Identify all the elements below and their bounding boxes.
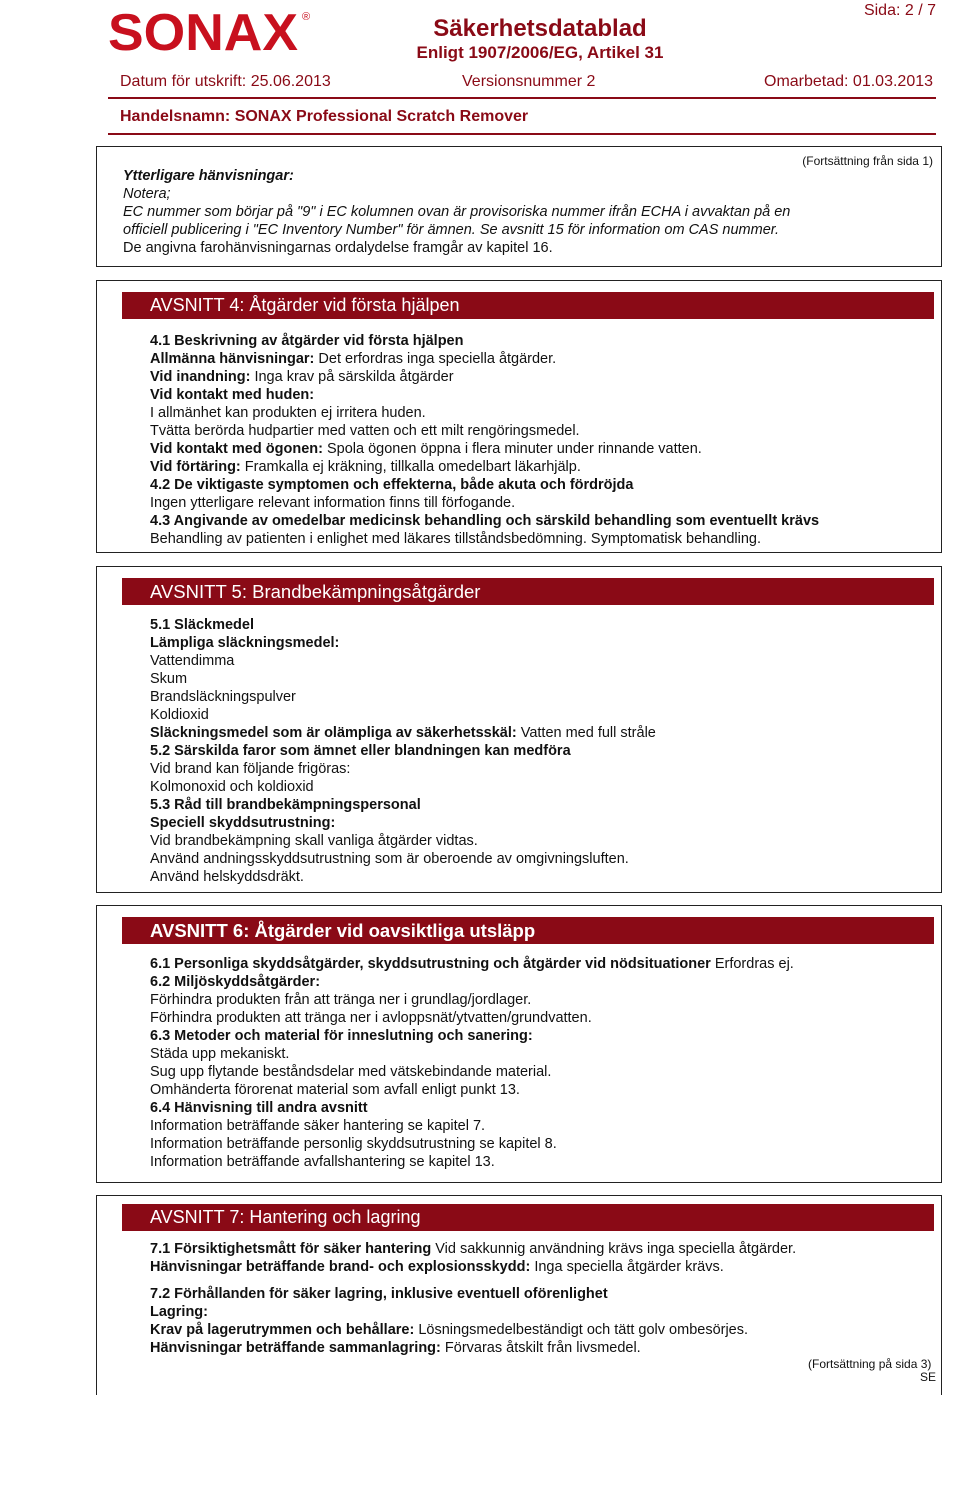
language-code: SE bbox=[919, 1370, 936, 1384]
heading-5-1: 5.1 Släckmedel bbox=[150, 617, 254, 633]
heading-6-1: 6.1 Personliga skyddsåtgärder, skyddsutrustning och åtgärder vid nödsituationer bbox=[150, 956, 711, 972]
revised-date: Omarbetad: 01.03.2013 bbox=[764, 73, 934, 90]
registered-mark: ® bbox=[302, 11, 311, 23]
heading-6-4: 6.4 Hänvisning till andra avsnitt bbox=[150, 1100, 368, 1116]
section-4-content bbox=[150, 332, 819, 548]
protective-equipment-label: Speciell skyddsutrustning: bbox=[150, 815, 336, 831]
inhalation-label: Vid inandning: bbox=[150, 369, 251, 385]
media-item: Brandsläckningspulver bbox=[150, 689, 296, 705]
fire-protection-text: Inga speciella åtgärder krävs. bbox=[534, 1259, 724, 1275]
document-title: Säkerhetsdatablad bbox=[433, 15, 647, 42]
ingestion-text: Framkalla ej kräkning, tillkalla omedelbart läkarhjälp. bbox=[244, 459, 581, 475]
ppe-item: Använd andningsskyddsutrustning som är oberoende av omgivningsluften. bbox=[150, 851, 629, 867]
trade-divider bbox=[108, 133, 936, 135]
skin-label: Vid kontakt med huden: bbox=[150, 387, 315, 403]
continuation-to: (Fortsättning på sida 3) bbox=[808, 1357, 932, 1371]
header-divider bbox=[108, 97, 936, 99]
note-line-2: officiell publicering i "EC Inventory Number" för ämnen. Se avsnitt 15 för information om CAS nummer. bbox=[123, 222, 780, 238]
section-7-content bbox=[150, 1240, 796, 1357]
heading-7-2: 7.2 Förhållanden för säker lagring, inklusive eventuell oförenlighet bbox=[150, 1286, 608, 1302]
print-date: Datum för utskrift: 25.06.2013 bbox=[120, 73, 331, 90]
sonax-logo bbox=[108, 6, 313, 56]
note-label: Notera; bbox=[123, 186, 171, 202]
heading-6-3: 6.3 Metoder och material för inneslutning och sanering: bbox=[150, 1028, 533, 1044]
eye-text: Spola ögonen öppna i flera minuter under rinnande vatten. bbox=[326, 441, 702, 457]
text-6-1: Erfordras ej. bbox=[714, 956, 794, 972]
storage-label: Lagring: bbox=[150, 1304, 208, 1320]
trade-name: Handelsnamn: SONAX Professional Scratch Remover bbox=[120, 108, 529, 125]
heading-4-1: 4.1 Beskrivning av åtgärder vid första hjälpen bbox=[150, 333, 464, 349]
common-storage-label: Hänvisningar beträffande sammanlagring: bbox=[150, 1340, 441, 1356]
text-6-2: Förhindra produkten att tränga ner i avloppsnät/ytvatten/grundvatten. bbox=[150, 1010, 592, 1026]
fire-protection-label: Hänvisningar beträffande brand- och explosionsskydd: bbox=[150, 1259, 531, 1275]
ingestion-label: Vid förtäring: bbox=[150, 459, 241, 475]
document-subtitle: Enligt 1907/2006/EG, Artikel 31 bbox=[416, 43, 664, 62]
section-4-title: AVSNITT 4: Åtgärder vid första hjälpen bbox=[122, 292, 934, 319]
media-item: Koldioxid bbox=[150, 707, 209, 723]
storage-requirements-label: Krav på lagerutrymmen och behållare: bbox=[150, 1322, 415, 1338]
section-6-title: AVSNITT 6: Åtgärder vid oavsiktliga utsläpp bbox=[122, 917, 934, 944]
ppe-item: Använd helskyddsdräkt. bbox=[150, 869, 304, 885]
note-line-3: De angivna farohänvisningarnas ordalydelse framgår av kapitel 16. bbox=[123, 240, 553, 256]
unsuitable-media-text: Vatten med full stråle bbox=[520, 725, 656, 741]
skin-text-2: Tvätta berörda hudpartier med vatten och ett milt rengöringsmedel. bbox=[150, 423, 580, 439]
logo-text: SONAX bbox=[108, 6, 299, 56]
media-item: Vattendimma bbox=[150, 653, 235, 669]
text-6-3: Städa upp mekaniskt. bbox=[150, 1046, 290, 1062]
continuation-from: (Fortsättning från sida 1) bbox=[802, 154, 933, 168]
general-label: Allmänna hänvisningar: bbox=[150, 351, 315, 367]
eye-label: Vid kontakt med ögonen: bbox=[150, 441, 323, 457]
storage-requirements-text: Lösningsmedelbeständigt och tätt golv ombesörjes. bbox=[418, 1322, 749, 1338]
text-6-4: Information beträffande säker hantering se kapitel 7. bbox=[150, 1118, 486, 1134]
text-5-2a: Vid brand kan följande frigöras: bbox=[150, 761, 351, 777]
version-number: Versionsnummer 2 bbox=[462, 73, 596, 90]
suitable-media-label: Lämpliga släckningsmedel: bbox=[150, 635, 340, 651]
section-5-title: AVSNITT 5: Brandbekämpningsåtgärder bbox=[122, 578, 934, 605]
section-7-title: AVSNITT 7: Hantering och lagring bbox=[122, 1204, 934, 1231]
references-heading: Ytterligare hänvisningar: bbox=[123, 168, 294, 184]
text-6-4: Information beträffande avfallshantering se kapitel 13. bbox=[150, 1154, 495, 1170]
heading-7-1: 7.1 Försiktighetsmått för säker hantering bbox=[150, 1241, 432, 1257]
common-storage-text: Förvaras åtskilt från livsmedel. bbox=[444, 1340, 641, 1356]
text-6-4: Information beträffande personlig skyddsutrustning se kapitel 8. bbox=[150, 1136, 557, 1152]
media-item: Skum bbox=[150, 671, 188, 687]
ppe-item: Vid brandbekämpning skall vanliga åtgärder vidtas. bbox=[150, 833, 478, 849]
text-7-1: Vid sakkunnig användning krävs inga speciella åtgärder. bbox=[435, 1241, 797, 1257]
text-6-2: Förhindra produkten från att tränga ner i grundlag/jordlager. bbox=[150, 992, 532, 1008]
references-box bbox=[96, 146, 942, 267]
skin-text-1: I allmänhet kan produkten ej irritera huden. bbox=[150, 405, 426, 421]
text-4-2: Ingen ytterligare relevant information finns till förfogande. bbox=[150, 495, 516, 511]
heading-5-3: 5.3 Råd till brandbekämpningspersonal bbox=[150, 797, 421, 813]
heading-6-2: 6.2 Miljöskyddsåtgärder: bbox=[150, 974, 321, 990]
text-4-3: Behandling av patienten i enlighet med läkares tillståndsbedömning. Symptomatisk behandling. bbox=[150, 531, 761, 547]
heading-4-2: 4.2 De viktigaste symptomen och effekterna, både akuta och fördröjda bbox=[150, 477, 634, 493]
text-6-3: Sug upp flytande beståndsdelar med vätskebindande material. bbox=[150, 1064, 552, 1080]
heading-4-3: 4.3 Angivande av omedelbar medicinsk behandling och särskild behandling som eventuellt krävs bbox=[150, 513, 820, 529]
note-line-1: EC nummer som börjar på "9" i EC kolumnen ovan är provisoriska nummer ifrån ECHA i avvaktan på en bbox=[123, 204, 791, 220]
heading-5-2: 5.2 Särskilda faror som ämnet eller blandningen kan medföra bbox=[150, 743, 571, 759]
page-number: Sida: 2 / 7 bbox=[863, 2, 936, 19]
unsuitable-media-label: Släckningsmedel som är olämpliga av säkerhetsskäl: bbox=[150, 725, 517, 741]
text-6-3: Omhänderta förorenat material som avfall enligt punkt 13. bbox=[150, 1082, 520, 1098]
section-5-content bbox=[150, 616, 656, 886]
general-text: Det erfordras inga speciella åtgärder. bbox=[318, 351, 557, 367]
section-6-content bbox=[150, 955, 794, 1171]
inhalation-text: Inga krav på särskilda åtgärder bbox=[254, 369, 454, 385]
text-5-2b: Kolmonoxid och koldioxid bbox=[150, 779, 314, 795]
